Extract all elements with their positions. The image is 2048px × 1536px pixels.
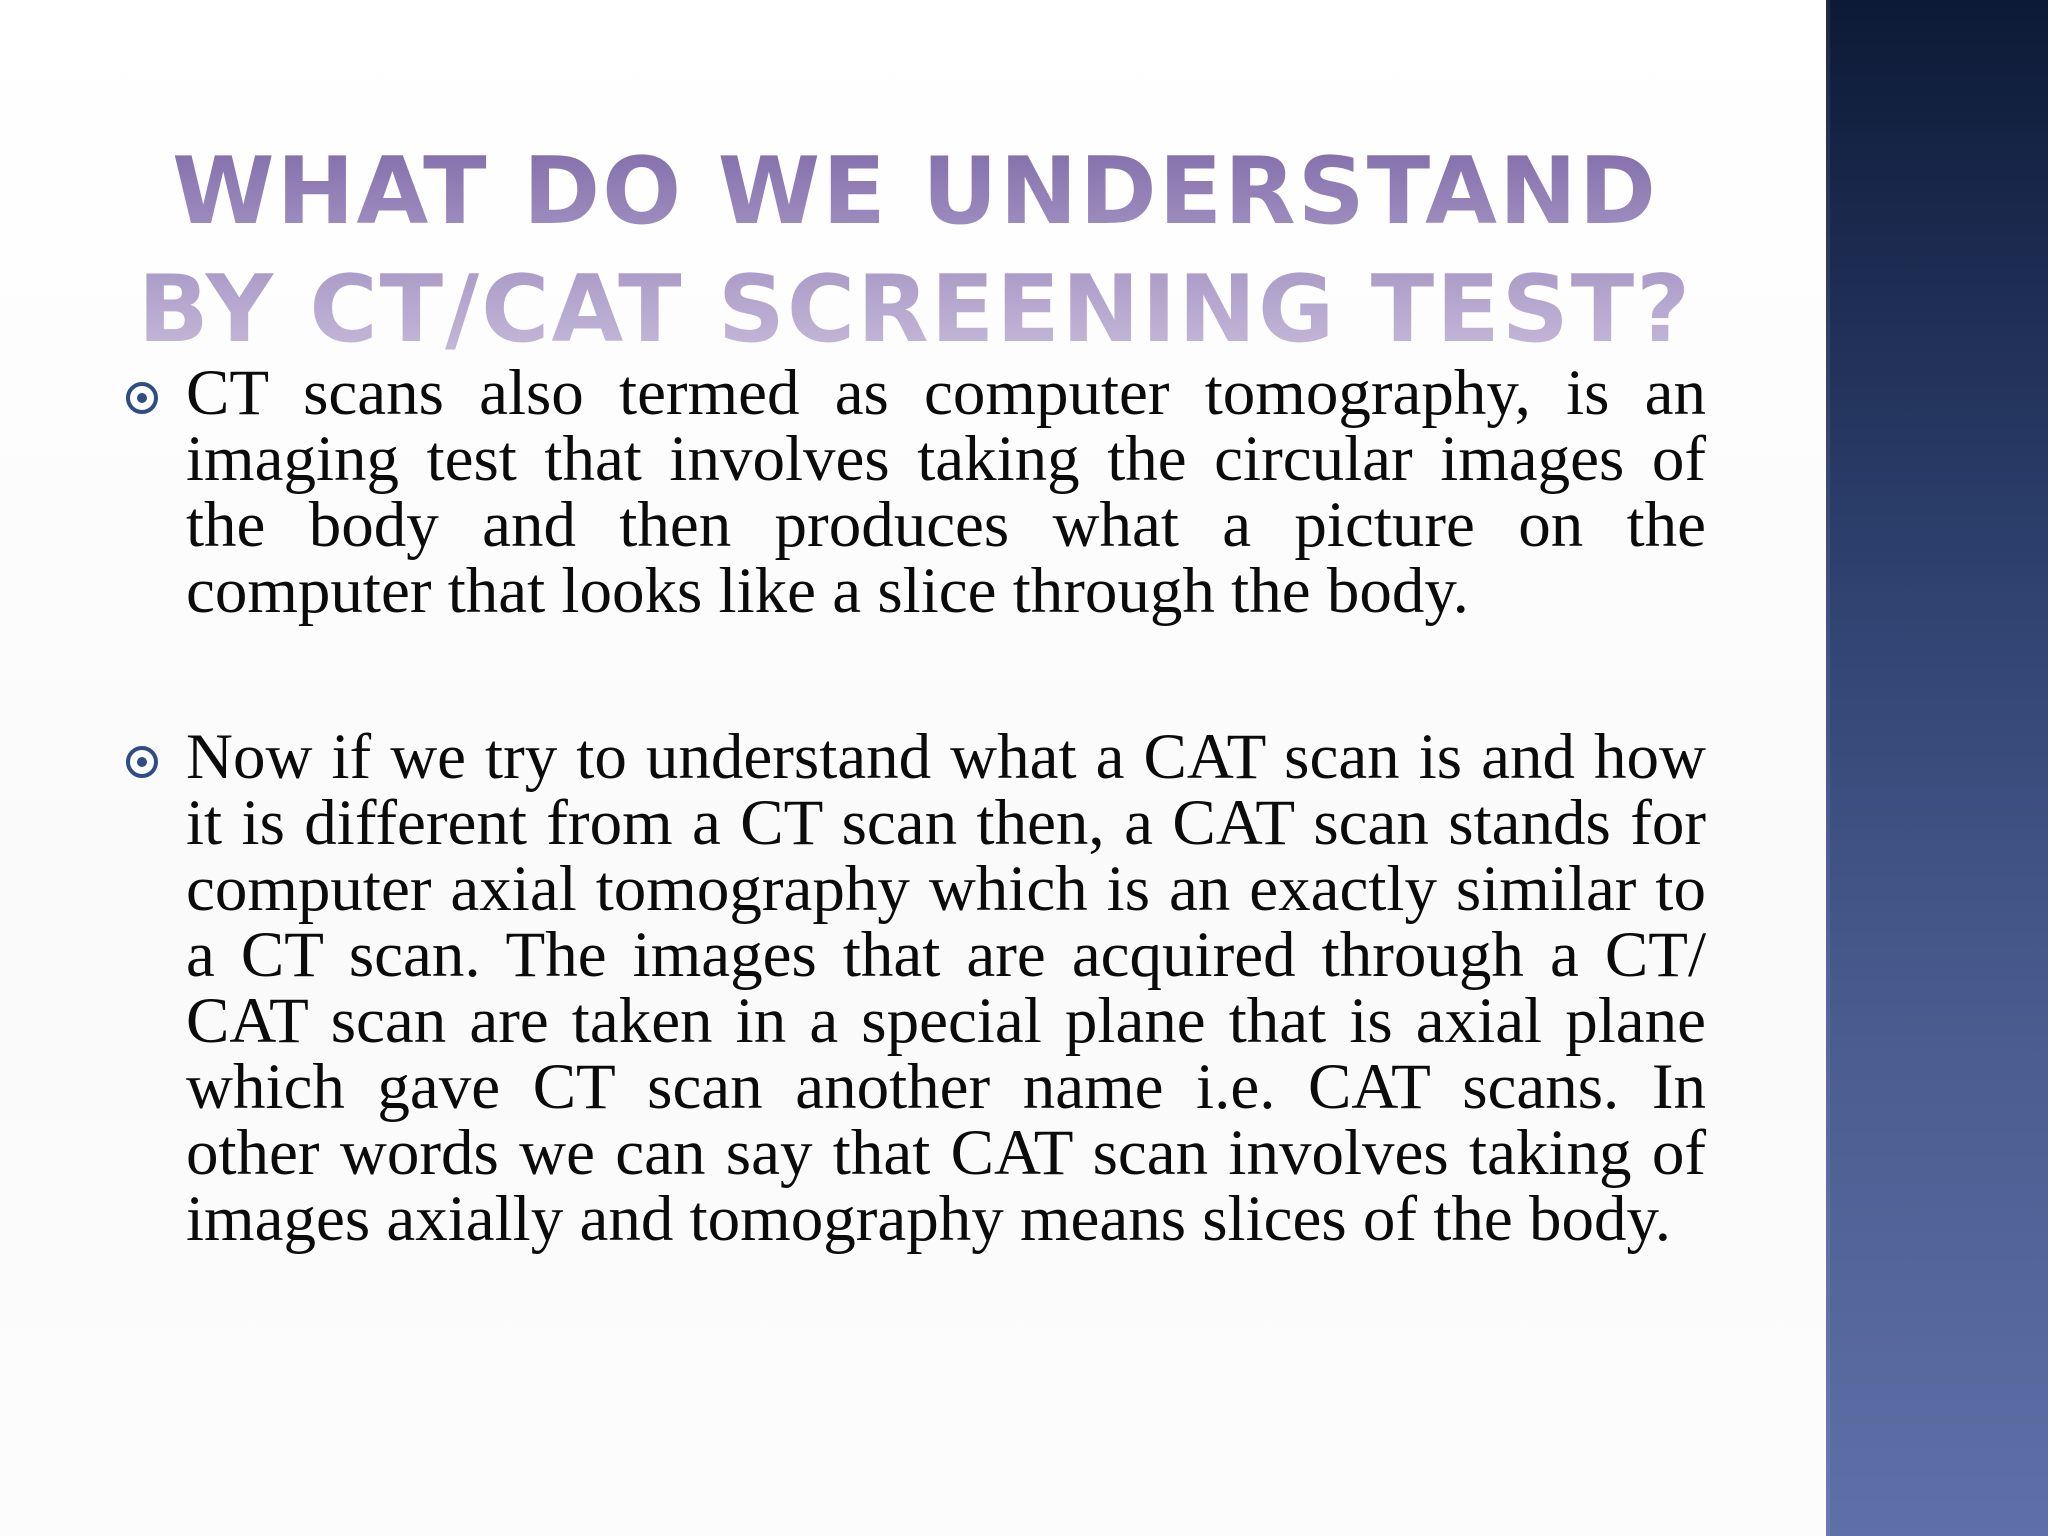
bullet-item bbox=[124, 357, 1706, 627]
target-circle-icon bbox=[126, 382, 158, 414]
bullet-list bbox=[124, 357, 1706, 1352]
bullet-text: CT scans also termed as computer tomography, is an imaging test that involves taking the circular images of the body and then produces what a picture on the computer that looks like a slice through the body. bbox=[186, 357, 1706, 627]
bullet-text: Now if we try to understand what a CAT scan is and how it is different from a CT scan then, a CAT scan stands for computer axial tomography which is an exactly similar to a CT scan. The images that are acquired through a CT/ CAT scan are taken in a special plane that is axial plane which gave CT scan another name i.e. CAT scans. In other words we can say that CAT scan involves taking of images axially and tomography means slices of the body. bbox=[186, 721, 1706, 1255]
slide-title: WHAT DO WE UNDERSTAND BY CT/CAT SCREENING TEST? bbox=[130, 132, 1700, 368]
bullet-item bbox=[124, 721, 1706, 1255]
decorative-side-band bbox=[1826, 0, 2048, 1536]
target-circle-icon bbox=[126, 746, 158, 778]
